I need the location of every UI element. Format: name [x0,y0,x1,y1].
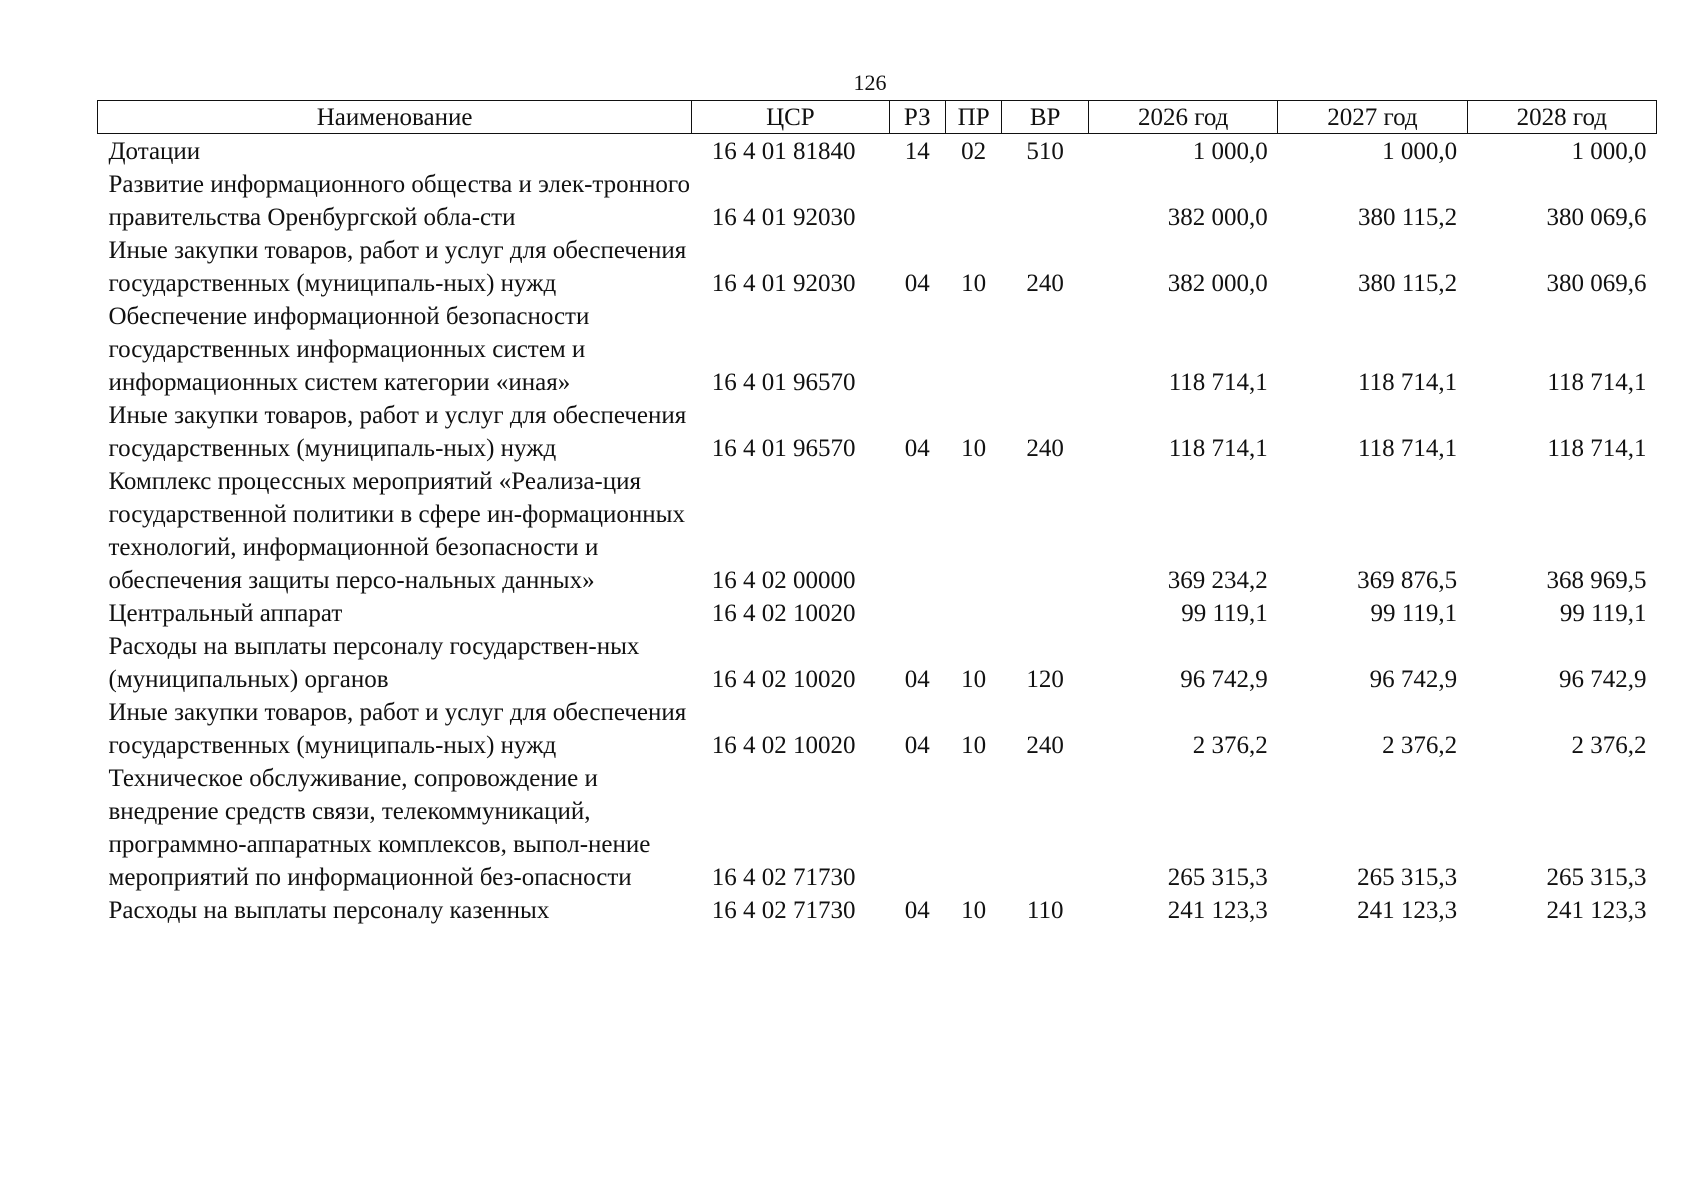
row-pr [945,300,1001,399]
table-row [98,134,1657,169]
table-row [98,630,1657,696]
header-rz: РЗ [889,101,945,134]
row-2027: 369 876,5 [1357,567,1458,594]
row-csr: 16 4 01 81840 [711,138,856,165]
row-2026: 369 234,2 [1167,567,1268,594]
row-name: Расходы на выплаты персоналу казенных [108,897,550,924]
row-2027: 99 119,1 [1370,600,1458,627]
row-2027: 96 742,9 [1369,666,1458,693]
table-row [98,399,1657,465]
row-rz: 04 [904,270,930,297]
row-name: Развитие информационного общества и элек-тронного правительства Оренбургской обла-сти [108,171,691,231]
row-rz: 04 [904,732,930,759]
row-rz: 04 [904,666,930,693]
header-vr: ВР [1002,101,1089,134]
row-2026: 382 000,0 [1167,270,1268,297]
row-2028: 265 315,3 [1546,864,1647,891]
row-2026: 265 315,3 [1167,864,1268,891]
row-pr [945,168,1001,234]
header-2028: 2028 год [1467,101,1656,134]
row-csr: 16 4 02 71730 [711,864,856,891]
row-vr [1002,300,1089,399]
row-2027: 241 123,3 [1357,897,1458,924]
row-2026: 118 714,1 [1168,369,1268,396]
row-vr: 240 [1026,270,1064,297]
row-2026: 118 714,1 [1168,435,1268,462]
row-2028: 380 069,6 [1546,270,1647,297]
row-csr: 16 4 02 10020 [711,732,856,759]
row-2026: 96 742,9 [1180,666,1268,693]
row-2027: 265 315,3 [1357,864,1458,891]
row-pr: 10 [961,435,987,462]
header-pr: ПР [945,101,1001,134]
row-rz [889,465,945,597]
row-pr [945,762,1001,894]
row-name: Комплекс процессных мероприятий «Реализа-ция государственной политики в сфере ин-формационных технологий, информационной безопасности и обеспечения защиты персо-нальных данных» [108,468,685,594]
row-name: Иные закупки товаров, работ и услуг для обеспечения государственных (муниципаль-ных) нужд [108,402,687,462]
row-pr: 10 [961,666,987,693]
row-name: Расходы на выплаты персоналу государствен-ных (муниципальных) органов [108,633,640,693]
table-row [98,894,1657,927]
row-pr: 02 [961,138,987,165]
row-2028: 1 000,0 [1571,138,1647,165]
row-vr: 110 [1026,897,1064,924]
row-2028: 118 714,1 [1547,435,1647,462]
row-pr: 10 [961,270,987,297]
table-row [98,762,1657,894]
table-row [98,465,1657,597]
row-2028: 241 123,3 [1546,897,1647,924]
row-vr: 120 [1026,666,1064,693]
row-vr [1002,168,1089,234]
header-csr: ЦСР [692,101,889,134]
row-vr: 510 [1026,138,1064,165]
row-2027: 1 000,0 [1382,138,1458,165]
header-2027: 2027 год [1278,101,1467,134]
row-2028: 99 119,1 [1559,600,1647,627]
row-pr [945,597,1001,630]
row-rz: 14 [904,138,930,165]
page-number: 126 [853,70,887,95]
row-2028: 118 714,1 [1547,369,1647,396]
row-rz [889,762,945,894]
row-2027: 118 714,1 [1358,435,1458,462]
row-rz: 04 [904,897,930,924]
table-row [98,234,1657,300]
row-csr: 16 4 01 92030 [711,270,856,297]
row-csr: 16 4 01 96570 [711,369,856,396]
row-name: Иные закупки товаров, работ и услуг для обеспечения государственных (муниципаль-ных) нужд [108,237,687,297]
budget-table [97,100,1657,927]
row-name: Обеспечение информационной безопасности государственных информационных систем и информационных систем категории «иная» [108,303,590,396]
row-2026: 99 119,1 [1181,600,1268,627]
header-name: Наименование [98,101,692,134]
row-2028: 2 376,2 [1571,732,1647,759]
row-rz: 04 [904,435,930,462]
table-row [98,597,1657,630]
row-2027: 118 714,1 [1358,369,1458,396]
row-vr [1002,762,1089,894]
row-vr [1002,465,1089,597]
row-pr: 10 [961,732,987,759]
row-vr: 240 [1026,435,1064,462]
row-2026: 382 000,0 [1167,204,1268,231]
row-2028: 96 742,9 [1559,666,1647,693]
row-name: Центральный аппарат [108,600,343,627]
row-2027: 2 376,2 [1382,732,1458,759]
row-rz [889,597,945,630]
row-vr: 240 [1026,732,1064,759]
row-csr: 16 4 02 00000 [711,567,856,594]
row-2027: 380 115,2 [1358,270,1458,297]
table-row [98,168,1657,234]
table-header-row [98,101,1657,134]
row-csr: 16 4 02 10020 [711,600,856,627]
row-csr: 16 4 02 71730 [711,897,856,924]
table-row [98,300,1657,399]
table-row [98,696,1657,762]
row-pr: 10 [961,897,987,924]
row-csr: 16 4 01 92030 [711,204,856,231]
row-name: Иные закупки товаров, работ и услуг для обеспечения государственных (муниципаль-ных) нужд [108,699,687,759]
row-rz [889,300,945,399]
row-2027: 380 115,2 [1358,204,1458,231]
row-2026: 2 376,2 [1192,732,1268,759]
row-2026: 1 000,0 [1192,138,1268,165]
row-pr [945,465,1001,597]
row-2028: 368 969,5 [1546,567,1647,594]
row-csr: 16 4 02 10020 [711,666,856,693]
row-name: Дотации [108,138,201,165]
row-vr [1002,597,1089,630]
row-rz [889,168,945,234]
row-2026: 241 123,3 [1167,897,1268,924]
row-name: Техническое обслуживание, сопровождение и внедрение средств связи, телекоммуникаций, программно-аппаратных комплексов, выпол-нение мероприятий по информационной без-опасности [108,765,651,891]
row-2028: 380 069,6 [1546,204,1647,231]
header-2026: 2026 год [1088,101,1277,134]
row-csr: 16 4 01 96570 [711,435,856,462]
